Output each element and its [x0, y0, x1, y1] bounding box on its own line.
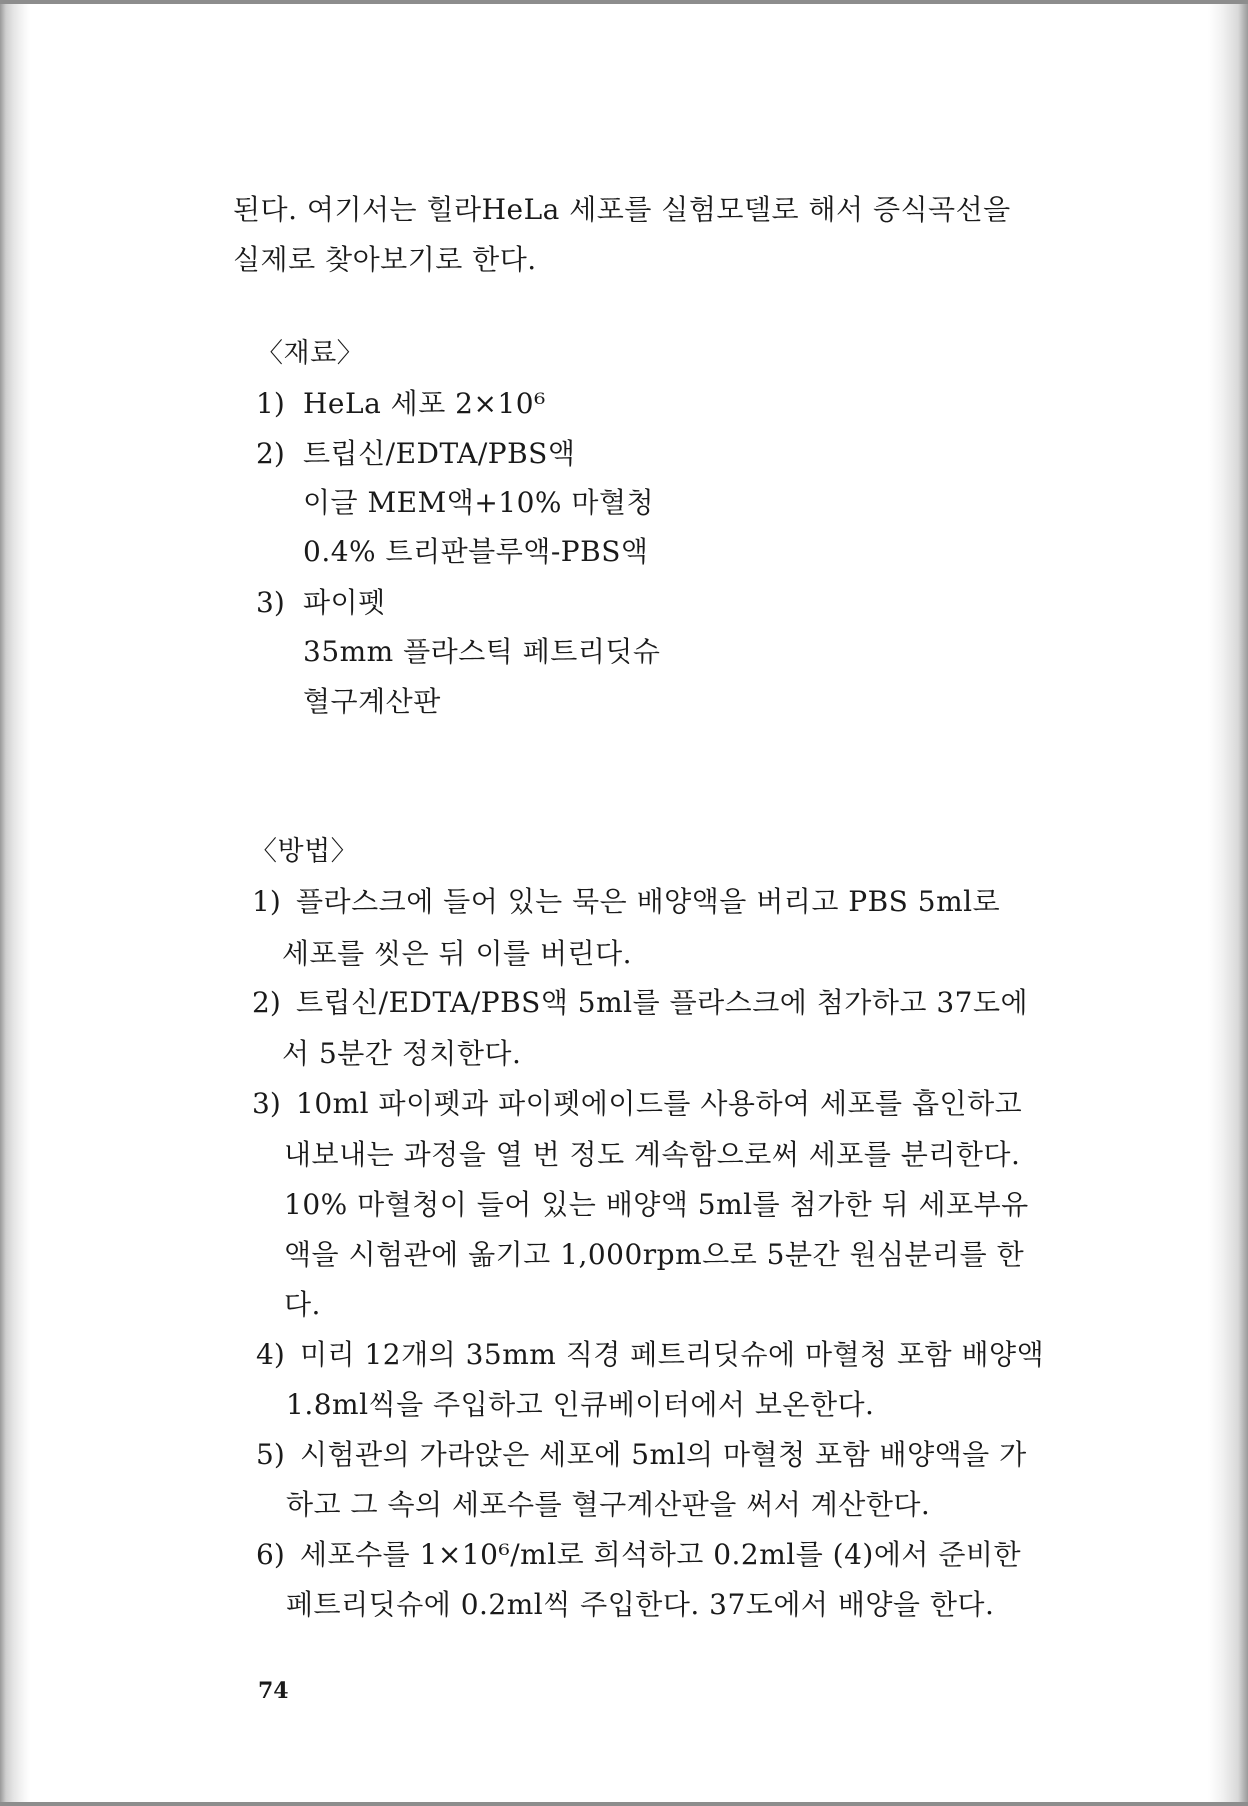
- materials-item-line: 35mm 플라스틱 페트리딧슈: [303, 635, 661, 668]
- materials-item-number: 1): [256, 387, 285, 420]
- method-item-line: 다.: [284, 1288, 321, 1321]
- materials-heading: 〈재료〉: [256, 338, 365, 369]
- intro-line: 실제로 찾아보기로 한다.: [233, 243, 537, 276]
- method-item-line: 시험관의 가라앉은 세포에 5ml의 마혈청 포함 배양액을 가: [300, 1438, 1027, 1471]
- method-item-number: 4): [256, 1338, 285, 1371]
- page-bottom-edge: [0, 1802, 1248, 1806]
- method-item-line: 10ml 파이펫과 파이펫에이드를 사용하여 세포를 흡인하고: [296, 1087, 1023, 1120]
- method-item-line: 플라스크에 들어 있는 묵은 배양액을 버리고 PBS 5ml로: [296, 885, 1001, 918]
- page-number: 74: [258, 1678, 289, 1704]
- method-item-line: 하고 그 속의 세포수를 혈구계산판을 써서 계산한다.: [286, 1488, 931, 1521]
- method-item-line: 페트리딧슈에 0.2ml씩 주입한다. 37도에서 배양을 한다.: [286, 1588, 995, 1621]
- intro-line: 된다. 여기서는 힐라HeLa 세포를 실험모델로 해서 증식곡선을: [233, 193, 1011, 226]
- method-item-line: 세포수를 1×10⁶/ml로 희석하고 0.2ml를 (4)에서 준비한: [300, 1538, 1021, 1571]
- method-item-line: 세포를 씻은 뒤 이를 버린다.: [282, 937, 633, 970]
- method-item-number: 2): [252, 986, 281, 1019]
- method-item-number: 1): [252, 885, 281, 918]
- page-top-edge: [0, 0, 1248, 4]
- method-item-number: 6): [256, 1538, 285, 1571]
- method-item-line: 1.8ml씩을 주입하고 인큐베이터에서 보온한다.: [286, 1388, 875, 1421]
- materials-item-line: HeLa 세포 2×10⁶: [303, 387, 546, 420]
- materials-item-line: 파이펫: [303, 586, 386, 619]
- materials-item-line: 이글 MEM액+10% 마혈청: [303, 486, 655, 519]
- materials-item-line: 트립신/EDTA/PBS액: [303, 437, 576, 470]
- materials-item-line: 혈구계산판: [303, 685, 441, 718]
- method-item-line: 서 5분간 정치한다.: [282, 1037, 522, 1070]
- page-left-edge-shadow: [0, 0, 30, 1806]
- method-item-number: 5): [256, 1438, 285, 1471]
- method-item-line: 내보내는 과정을 열 번 정도 계속함으로써 세포를 분리한다.: [284, 1138, 1021, 1171]
- method-item-line: 액을 시험관에 옮기고 1,000rpm으로 5분간 원심분리를 한: [284, 1238, 1025, 1271]
- method-item-line: 10% 마혈청이 들어 있는 배양액 5ml를 첨가한 뒤 세포부유: [284, 1188, 1029, 1221]
- method-item-number: 3): [252, 1087, 281, 1120]
- method-item-line: 트립신/EDTA/PBS액 5ml를 플라스크에 첨가하고 37도에: [296, 986, 1029, 1019]
- method-item-line: 미리 12개의 35mm 직경 페트리딧슈에 마혈청 포함 배양액: [300, 1338, 1045, 1371]
- page-right-edge-shadow: [1208, 0, 1248, 1806]
- materials-item-number: 2): [256, 437, 285, 470]
- materials-item-line: 0.4% 트리판블루액-PBS액: [303, 535, 649, 568]
- method-heading: 〈방법〉: [250, 836, 359, 867]
- materials-item-number: 3): [256, 586, 285, 619]
